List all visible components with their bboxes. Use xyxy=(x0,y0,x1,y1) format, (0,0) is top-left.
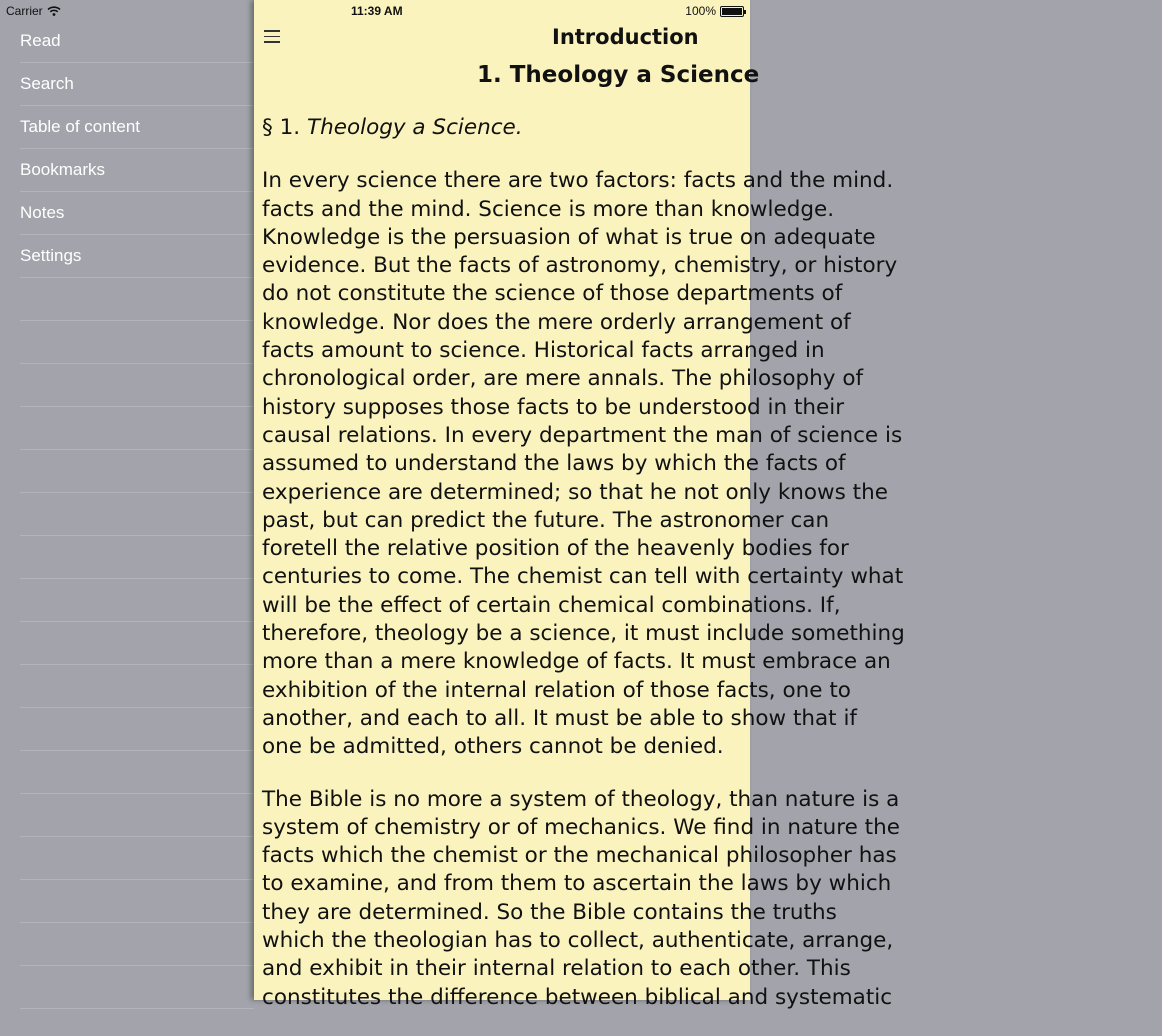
text-line: assumed to understand the laws by which the facts of xyxy=(262,451,846,477)
text-line: chronological order, are mere annals. The philosophy of xyxy=(262,366,864,392)
text-line: centuries to come. The chemist can tell with certainty what xyxy=(262,564,904,590)
text-line: will be the effect of certain chemical combinations. If, xyxy=(262,592,841,618)
sidebar-item-label: Bookmarks xyxy=(20,160,106,179)
text-line: In every science there are two factors: facts and the mind. xyxy=(262,168,894,194)
text-line: more than a mere knowledge of facts. It must embrace an xyxy=(262,649,891,675)
text-line: system of chemistry or of mechanics. We find in nature the xyxy=(262,814,900,840)
text-line: facts amount to science. Historical facts arranged in xyxy=(262,338,825,364)
empty-row xyxy=(20,751,254,794)
sidebar xyxy=(0,0,254,1000)
empty-row xyxy=(20,579,254,622)
empty-row xyxy=(20,622,254,665)
text-line: The Bible is no more a system of theology, than nature is a xyxy=(262,786,900,812)
text-line: constitutes the difference between biblical and systematic xyxy=(262,984,893,1010)
sidebar-item-label: Read xyxy=(20,31,61,50)
sidebar-item-search[interactable] xyxy=(20,63,254,106)
paragraph xyxy=(262,786,1162,1012)
text-line: Knowledge is the persuasion of what is true on adequate xyxy=(262,224,876,250)
empty-row xyxy=(20,450,254,493)
book-content xyxy=(262,114,1162,1036)
sidebar-item-label: Settings xyxy=(20,246,82,265)
empty-row xyxy=(20,321,254,364)
section-number: § 1. xyxy=(262,115,301,140)
status-bar-left xyxy=(6,4,61,18)
empty-row xyxy=(20,880,254,923)
sidebar-menu xyxy=(20,20,254,1009)
empty-row xyxy=(20,364,254,407)
text-line: they are determined. So the Bible contains the truths xyxy=(262,899,837,925)
text-line: past, but can predict the future. The astronomer can xyxy=(262,507,830,533)
text-line: knowledge. Nor does the mere orderly arrangement of xyxy=(262,309,851,335)
paragraphs xyxy=(262,167,1162,1012)
text-line: do not constitute the science of those departments of xyxy=(262,281,843,307)
nav-title: Introduction xyxy=(552,25,699,49)
reader-pane xyxy=(254,0,905,1010)
wifi-icon xyxy=(47,6,61,16)
text-line: which the theologian has to collect, authenticate, arrange, xyxy=(262,928,894,954)
text-line: evidence. But the facts of astronomy, chemistry, or history xyxy=(262,253,898,279)
hamburger-menu-icon[interactable] xyxy=(264,30,280,44)
text-line: exhibition of the internal relation of those facts, one to xyxy=(262,677,851,703)
section-heading xyxy=(262,114,1162,142)
battery-percent: 100% xyxy=(685,4,716,18)
empty-row xyxy=(20,923,254,966)
empty-row xyxy=(20,493,254,536)
text-line: history supposes those facts to be understood in their xyxy=(262,394,845,420)
sidebar-item-label: Search xyxy=(20,74,74,93)
text-line: foretell the relative position of the heavenly bodies for xyxy=(262,536,849,562)
text-line: therefore, theology be a science, it must include something xyxy=(262,621,905,647)
text-line: facts and the mind. Science is more than knowledge. xyxy=(262,196,835,222)
sidebar-item-notes[interactable] xyxy=(20,192,254,235)
sidebar-item-label: Table of content xyxy=(20,117,141,136)
empty-row xyxy=(20,407,254,450)
empty-row xyxy=(20,708,254,751)
sidebar-item-settings[interactable] xyxy=(20,235,254,278)
status-time: 11:39 AM xyxy=(351,4,403,18)
empty-row xyxy=(20,837,254,880)
text-line: facts which the chemist or the mechanical philosopher has xyxy=(262,843,897,869)
sidebar-item-bookmarks[interactable] xyxy=(20,149,254,192)
text-line: one be admitted, others cannot be denied. xyxy=(262,734,724,760)
text-line: another, and each to all. It must be able to show that if xyxy=(262,705,857,731)
empty-row xyxy=(20,278,254,321)
battery-icon xyxy=(720,6,744,17)
text-line: causal relations. In every department the man of science is xyxy=(262,422,903,448)
text-line: to examine, and from them to ascertain the laws by which xyxy=(262,871,892,897)
carrier-label: Carrier xyxy=(6,4,43,18)
text-line: and exhibit in their internal relation to each other. This xyxy=(262,956,851,982)
chapter-title: 1. Theology a Science xyxy=(477,62,760,88)
empty-row xyxy=(20,794,254,837)
text-line: experience are determined; so that he not only knows the xyxy=(262,479,888,505)
sidebar-item-label: Notes xyxy=(20,203,65,222)
empty-row xyxy=(20,665,254,708)
section-title: Theology a Science. xyxy=(306,115,523,140)
status-bar-right xyxy=(685,4,744,18)
paragraph xyxy=(262,167,1162,761)
sidebar-item-read[interactable] xyxy=(20,20,254,63)
sidebar-item-table-of-content[interactable] xyxy=(20,106,254,149)
empty-row xyxy=(20,966,254,1009)
empty-row xyxy=(20,536,254,579)
